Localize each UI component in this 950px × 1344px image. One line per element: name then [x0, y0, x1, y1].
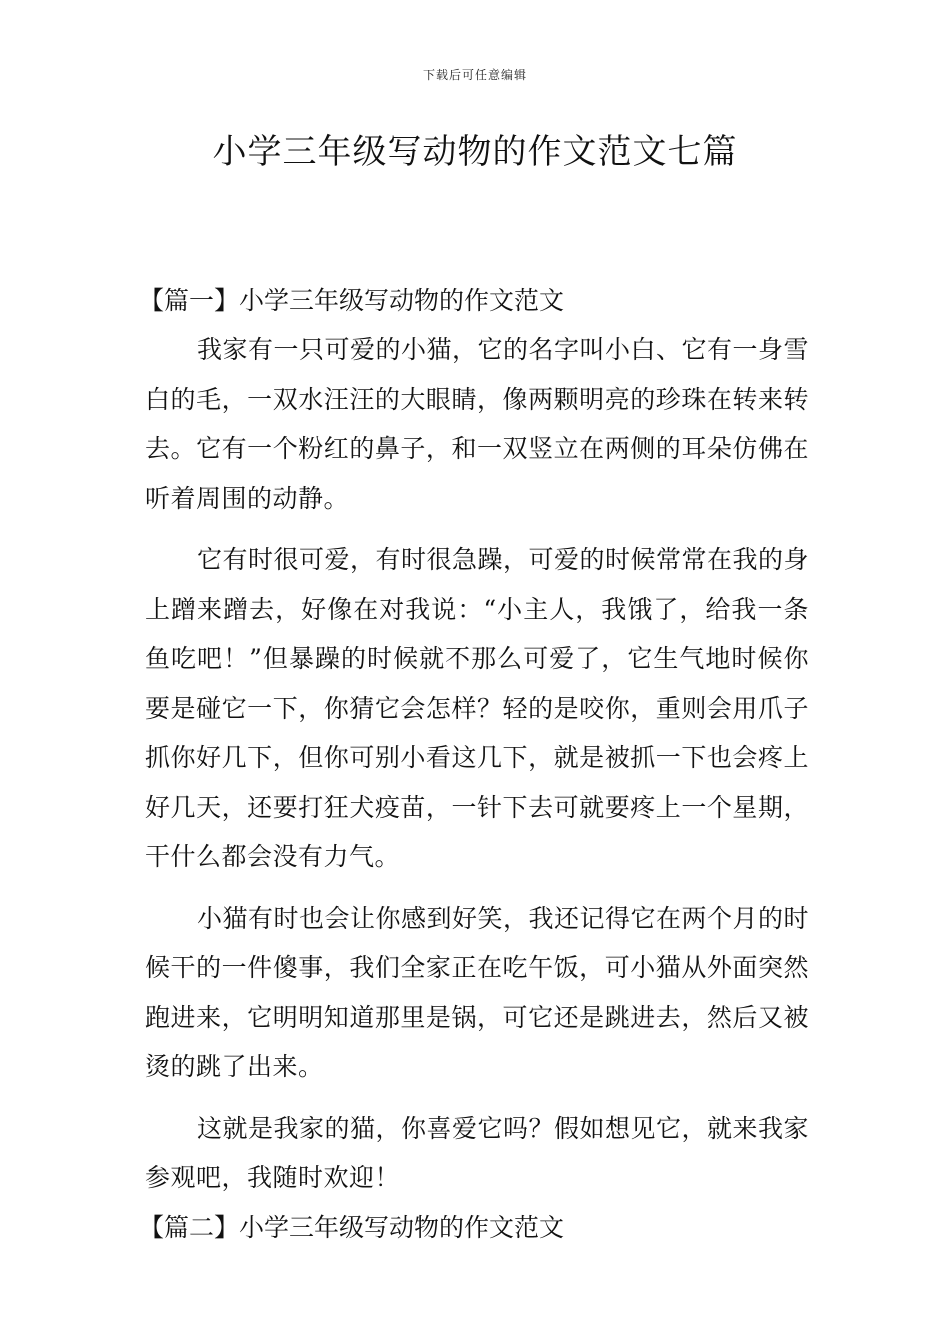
paragraph: 小猫有时也会让你感到好笑，我还记得它在两个月的时候干的一件傻事，我们全家正在吃午饭，可小猫从外面突然跑进来，它明明知道那里是锅，可它还是跳进去，然后又被烫的跳了出来。 [145, 903, 810, 1081]
document-body [139, 276, 810, 1252]
paragraph: 它有时很可爱，有时很急躁，可爱的时候常常在我的身上蹭来蹭去，好像在对我说：“小主人，我饿了，给我一条鱼吃吧！”但暴躁的时候就不那么可爱了，它生气地时候你要是碰它一下，你猜它会怎样？轻的是咬你，重则会用爪子抓你好几下，但你可别小看这几下，就是被抓一下也会疼上好几天，还要打狂犬疫苗，一针下去可就要疼上一个星期，干什么都会没有力气。 [145, 545, 810, 871]
section-heading-1: 【篇一】小学三年级写动物的作文范文 [139, 286, 565, 315]
document-title: 小学三年级写动物的作文范文七篇 [212, 132, 738, 172]
header-note: 下载后可任意编辑 [422, 68, 527, 82]
section-heading-2: 【篇二】小学三年级写动物的作文范文 [139, 1212, 565, 1242]
paragraph: 我家有一只可爱的小猫，它的名字叫小白、它有一身雪白的毛，一双水汪汪的大眼睛，像两颗明亮的珍珠在转来转去。它有一个粉红的鼻子，和一双竖立在两侧的耳朵仿佛在听着周围的动静。 [145, 335, 810, 513]
paragraph: 这就是我家的猫，你喜爱它吗？假如想见它，就来我家参观吧，我随时欢迎！ [145, 1113, 810, 1192]
